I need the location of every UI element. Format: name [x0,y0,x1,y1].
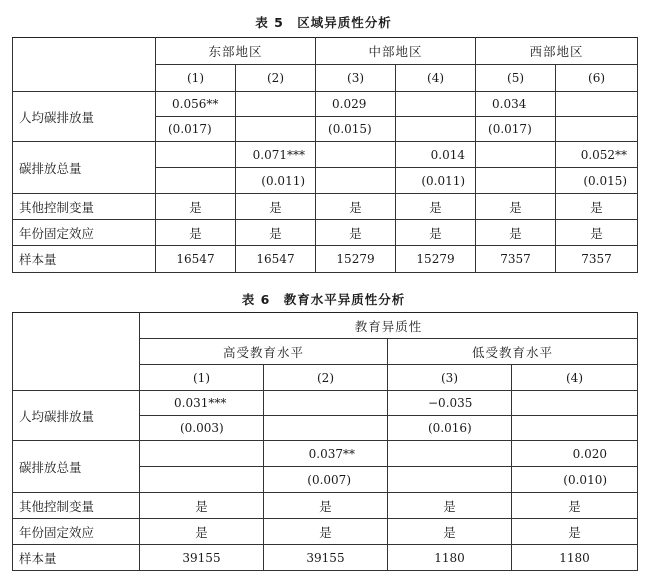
table6-total-coef-1 [140,441,264,467]
table5-controls-1: 是 [156,194,236,220]
table5-total-coef-1 [156,142,236,168]
table5-group-west: 西部地区 [476,38,638,65]
table6-top-header: 教育异质性 [140,313,638,339]
table6-total-se-3 [388,467,512,493]
table5-total-se-1 [156,168,236,194]
table6-percap-se-4 [512,416,638,441]
table5-row-label-n: 样本量 [13,246,156,273]
table5-controls-5: 是 [476,194,556,220]
table6-group-low: 低受教育水平 [388,339,638,365]
table5-percap-coef-6 [556,92,638,117]
table6-controls-4: 是 [512,493,638,519]
table6-controls-3: 是 [388,493,512,519]
table6-percap-coef-3: −0.035 [388,391,512,416]
table5-n-1: 16547 [156,246,236,273]
table5-total-coef-6: 0.052** [556,142,638,168]
table6-total-se-4: (0.010) [512,467,638,493]
table5-percap-coef-3: 0.029 [316,92,396,117]
table5-percap-se-2 [236,117,316,142]
table5-total-coef-2: 0.071*** [236,142,316,168]
table6-caption: 表 6 教育水平异质性分析 [241,292,406,307]
table5-controls-4: 是 [396,194,476,220]
table5-percap-coef-1: 0.056** [156,92,236,117]
table5-total-se-6: (0.015) [556,168,638,194]
table6-percap-coef-1: 0.031*** [140,391,264,416]
table6-row-label-percap: 人均碳排放量 [13,391,140,441]
table5-percap-se-5: (0.017) [476,117,556,142]
table6 [12,312,638,571]
table5-n-2: 16547 [236,246,316,273]
table6-total-coef-2: 0.037** [264,441,388,467]
table5-percap-se-3: (0.015) [316,117,396,142]
table6-col-1: (1) [140,365,264,391]
table5-controls-3: 是 [316,194,396,220]
table6-percap-se-3: (0.016) [388,416,512,441]
table6-yearfe-1: 是 [140,519,264,545]
table5-col-5: (5) [476,65,556,92]
table5-col-3: (3) [316,65,396,92]
table5-controls-2: 是 [236,194,316,220]
table5-n-3: 15279 [316,246,396,273]
table5-total-coef-4: 0.014 [396,142,476,168]
table6-total-coef-4: 0.020 [512,441,638,467]
table6-n-2: 39155 [264,545,388,571]
table6-group-high: 高受教育水平 [140,339,388,365]
table5-percap-se-6 [556,117,638,142]
table5-row-label-controls: 其他控制变量 [13,194,156,220]
table5-row-label-percap: 人均碳排放量 [13,92,156,142]
table5-yearfe-4: 是 [396,220,476,246]
table5-n-5: 7357 [476,246,556,273]
table6-stub-header [13,313,140,391]
table6-yearfe-2: 是 [264,519,388,545]
table6-col-3: (3) [388,365,512,391]
table5-group-central: 中部地区 [316,38,476,65]
table6-total-se-2: (0.007) [264,467,388,493]
table6-total-se-1 [140,467,264,493]
table6-yearfe-3: 是 [388,519,512,545]
table6-percap-se-2 [264,416,388,441]
table6-controls-1: 是 [140,493,264,519]
table6-percap-se-1: (0.003) [140,416,264,441]
table6-percap-coef-2 [264,391,388,416]
table5-col-6: (6) [556,65,638,92]
table5-percap-se-4 [396,117,476,142]
table5-total-coef-5 [476,142,556,168]
table6-row-label-controls: 其他控制变量 [13,493,140,519]
table5-percap-coef-5: 0.034 [476,92,556,117]
table5-total-se-3 [316,168,396,194]
table5-percap-se-1: (0.017) [156,117,236,142]
table5-yearfe-1: 是 [156,220,236,246]
table5-col-2: (2) [236,65,316,92]
table5-caption: 表 5 区域异质性分析 [255,15,392,30]
table5-yearfe-3: 是 [316,220,396,246]
table5-total-se-4: (0.011) [396,168,476,194]
table6-percap-coef-4 [512,391,638,416]
table5-yearfe-6: 是 [556,220,638,246]
table5-n-6: 7357 [556,246,638,273]
table6-controls-2: 是 [264,493,388,519]
table5-n-4: 15279 [396,246,476,273]
table5-yearfe-2: 是 [236,220,316,246]
table6-col-2: (2) [264,365,388,391]
table6-row-label-total: 碳排放总量 [13,441,140,493]
table5-total-se-5 [476,168,556,194]
table5-total-coef-3 [316,142,396,168]
table5-row-label-yearfe: 年份固定效应 [13,220,156,246]
table6-n-4: 1180 [512,545,638,571]
table5 [12,37,638,273]
table6-total-coef-3 [388,441,512,467]
table5-total-se-2: (0.011) [236,168,316,194]
table5-yearfe-5: 是 [476,220,556,246]
table5-col-1: (1) [156,65,236,92]
table6-n-1: 39155 [140,545,264,571]
table5-stub-header [13,38,156,92]
table6-row-label-n: 样本量 [13,545,140,571]
table5-percap-coef-4 [396,92,476,117]
table6-col-4: (4) [512,365,638,391]
table6-n-3: 1180 [388,545,512,571]
table5-group-east: 东部地区 [156,38,316,65]
table6-yearfe-4: 是 [512,519,638,545]
table5-controls-6: 是 [556,194,638,220]
table5-percap-coef-2 [236,92,316,117]
table5-col-4: (4) [396,65,476,92]
table6-row-label-yearfe: 年份固定效应 [13,519,140,545]
table5-row-label-total: 碳排放总量 [13,142,156,194]
